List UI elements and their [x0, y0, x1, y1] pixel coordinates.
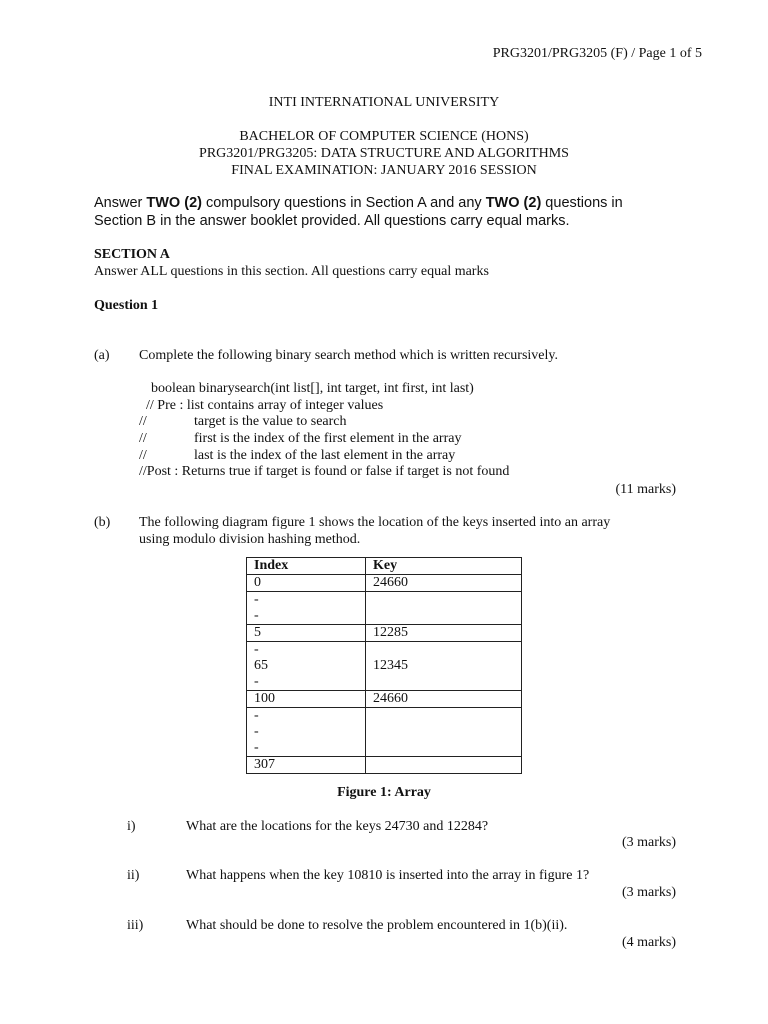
code-comment-slash: //	[139, 431, 147, 446]
subquestion-text: What happens when the key 10810 is inserted into the array in figure 1?	[186, 868, 590, 883]
code-comment-first: first is the index of the first element in the array	[194, 431, 462, 446]
code-post-comment: //Post : Returns true if target is found or false if target is not found	[139, 464, 510, 479]
subquestion-text: What are the locations for the keys 24730 and 12284?	[186, 819, 489, 834]
instructions-line-2: Section B in the answer booklet provided. All questions carry equal marks.	[94, 213, 570, 229]
table-row	[247, 592, 522, 625]
index-cell: 5	[247, 625, 366, 642]
key-cell: 24660	[366, 575, 522, 592]
code-comment-target: target is the value to search	[194, 414, 347, 429]
subquestion-label: i)	[127, 819, 136, 834]
subquestion-text: What should be done to resolve the problem encountered in 1(b)(ii).	[186, 918, 568, 933]
key-cell	[366, 592, 522, 625]
hash-array-table	[246, 557, 522, 774]
key-cell: 24660	[366, 691, 522, 708]
index-cell: 307	[247, 757, 366, 774]
part-a-text: Complete the following binary search method which is written recursively.	[139, 348, 558, 363]
part-b-text-line-1: The following diagram figure 1 shows the location of the keys inserted into an array	[139, 515, 611, 530]
index-cell: - -	[247, 592, 366, 625]
code-comment-last: last is the index of the last element in the array	[194, 448, 456, 463]
table-row	[247, 691, 522, 708]
table-row	[247, 642, 522, 691]
key-cell: 12285	[366, 625, 522, 642]
exam-session: FINAL EXAMINATION: JANUARY 2016 SESSION	[231, 163, 537, 178]
table-row	[247, 625, 522, 642]
question-1-heading: Question 1	[94, 298, 159, 313]
section-a-note: Answer ALL questions in this section. All questions carry equal marks	[94, 264, 489, 279]
table-row	[247, 575, 522, 592]
key-cell	[366, 757, 522, 774]
programme-name: BACHELOR OF COMPUTER SCIENCE (HONS)	[239, 129, 529, 144]
column-header-key: Key	[366, 558, 522, 575]
subquestion-marks: (3 marks)	[621, 835, 676, 850]
subquestion-marks: (4 marks)	[621, 935, 676, 950]
code-signature: boolean binarysearch(int list[], int target, int first, int last)	[151, 381, 474, 396]
course-name: PRG3201/PRG3205: DATA STRUCTURE AND ALGORITHMS	[199, 146, 569, 161]
section-a-heading: SECTION A	[94, 247, 170, 262]
university-name: INTI INTERNATIONAL UNIVERSITY	[268, 95, 500, 110]
part-b-text-line-2: using modulo division hashing method.	[139, 532, 361, 547]
subquestion-label: iii)	[127, 918, 144, 933]
code-comment-slash: //	[139, 448, 147, 463]
table-row	[247, 757, 522, 774]
code-pre-comment: // Pre : list contains array of integer values	[146, 398, 384, 413]
table-header-row	[247, 558, 522, 575]
figure-caption: Figure 1: Array	[337, 785, 431, 800]
code-comment-slash: //	[139, 414, 147, 429]
part-b-label: (b)	[94, 515, 111, 530]
key-cell	[366, 708, 522, 757]
index-cell: 0	[247, 575, 366, 592]
instructions-line-1: Answer TWO (2) compulsory questions in Section A and any TWO (2) questions in	[94, 195, 623, 211]
subquestion-marks: (3 marks)	[621, 885, 676, 900]
table-row	[247, 708, 522, 757]
part-a-label: (a)	[94, 348, 110, 363]
part-a-marks: (11 marks)	[615, 482, 676, 497]
subquestion-label: ii)	[127, 868, 140, 883]
index-cell: - - -	[247, 708, 366, 757]
index-cell: - 65 -	[247, 642, 366, 691]
key-cell: 12345	[366, 642, 522, 691]
page-reference: PRG3201/PRG3205 (F) / Page 1 of 5	[492, 46, 702, 61]
index-cell: 100	[247, 691, 366, 708]
column-header-index: Index	[247, 558, 366, 575]
